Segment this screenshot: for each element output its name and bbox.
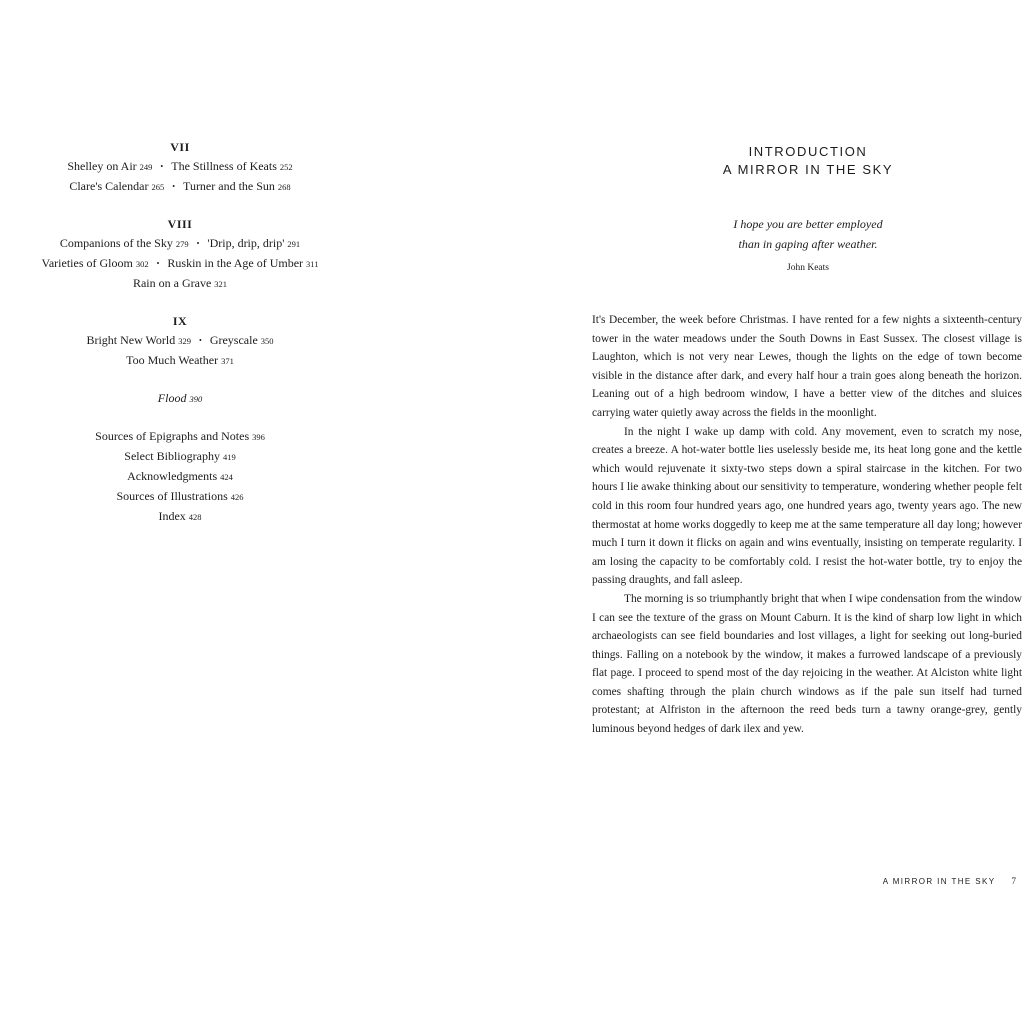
right-page — [512, 0, 1024, 1024]
toc-line — [0, 507, 360, 527]
toc-entry-title: Acknowledgments — [127, 469, 218, 483]
toc-entry — [183, 179, 291, 193]
toc-entry-title: Greyscale — [209, 333, 258, 347]
toc-part-numeral: VIII — [167, 217, 193, 231]
bullet-separator-icon: • — [172, 182, 176, 191]
toc-entry — [67, 159, 152, 173]
body-paragraph-1: It's December, the week before Christmas. I have rented for a few nights a sixteenth-century tower in the water meadows under the South Downs in East Sussex. The closest village is Laughton, which is not very near Lewes, though the lights on the edge of town become visible in the distance after dark, and every half hour a train goes along beneath the horizon. Leaning out of a high bedroom window, I have a better view of the ditches and sluices carrying water quietly away across the fields in the moonlight. — [592, 314, 1022, 419]
toc-entry-page: 424 — [220, 472, 233, 482]
toc-entry — [69, 179, 164, 193]
toc-section — [0, 215, 360, 294]
toc-entry-title: Select Bibliography — [124, 449, 220, 463]
toc-entry-title: Varieties of Gloom — [41, 256, 133, 270]
toc-entry-title: Sources of Illustrations — [116, 489, 228, 503]
toc-entry — [167, 256, 318, 270]
bullet-separator-icon: • — [160, 162, 164, 171]
toc-entry-title: Ruskin in the Age of Umber — [167, 256, 304, 270]
toc-entry — [42, 256, 149, 270]
bullet-separator-icon: • — [156, 259, 160, 268]
toc-entry-page: 390 — [189, 394, 203, 404]
toc-line — [0, 234, 360, 254]
toc-entry — [171, 159, 292, 173]
page-number: 7 — [1011, 876, 1016, 886]
running-title: A MIRROR IN THE SKY — [882, 877, 996, 886]
epigraph-line2: than in gaping after weather. — [738, 237, 878, 251]
toc-entry-page: 268 — [277, 182, 291, 192]
toc-section — [0, 138, 360, 197]
toc-entry — [124, 449, 235, 463]
epigraph-attribution: John Keats — [787, 263, 829, 273]
toc-entry-page: 279 — [175, 239, 189, 249]
toc-entry-page: 265 — [151, 182, 165, 192]
toc-entry-page: 396 — [252, 432, 265, 442]
toc-entry-title: Clare's Calendar — [69, 179, 149, 193]
toc-entry-page: 371 — [221, 356, 234, 366]
toc-entry — [158, 509, 201, 523]
toc-entry-page: 426 — [230, 492, 244, 502]
running-footer — [883, 876, 1016, 886]
body-paragraph-3: The morning is so triumphantly bright that when I wipe condensation from the window I can see the texture of the grass on Mount Caburn. It is the kind of sharp low light in which archaeologists can see field boundaries and lost villages, a light for seeking out long-buried things. Falling on a notebook by the window, it makes a furrowed landscape of a previously flat page. I proceed to spend most of the day rejoicing in the weather. At Alciston white light comes shafting through the plain church windows as if the pale sun itself had turned protestant; at Alfriston in the afternoon the reed beds turn a tawny orange-grey, gently luminous beyond hedges of dark ilex and yew. — [592, 592, 1022, 736]
toc-line — [0, 274, 360, 294]
toc-line — [0, 177, 360, 197]
toc-back-matter — [0, 427, 360, 527]
toc-entry-title: Too Much Weather — [126, 353, 219, 367]
toc-entry — [133, 276, 227, 290]
toc-line — [0, 487, 360, 507]
toc-entry — [86, 333, 191, 347]
toc-coda — [0, 389, 360, 409]
table-of-contents — [0, 138, 360, 527]
toc-entry-page: 291 — [287, 239, 301, 249]
toc-entry-page: 350 — [260, 336, 274, 346]
toc-entry-page: 302 — [135, 259, 149, 269]
toc-entry-title: Index — [158, 509, 186, 523]
toc-entry — [158, 391, 202, 405]
toc-entry — [116, 489, 243, 503]
toc-entry — [207, 236, 300, 250]
chapter-heading-line1: INTRODUCTION — [748, 144, 868, 159]
toc-entry-page: 329 — [178, 336, 191, 346]
epigraph-line1: I hope you are better employed — [733, 217, 883, 231]
toc-entry-page: 249 — [139, 162, 153, 172]
chapter-heading-line2: A MIRROR IN THE SKY — [722, 162, 894, 177]
toc-entry-title: 'Drip, drip, drip' — [207, 236, 285, 250]
toc-entry-page: 428 — [188, 512, 202, 522]
bullet-separator-icon: • — [196, 239, 200, 248]
toc-line — [0, 157, 360, 177]
toc-line — [0, 447, 360, 467]
toc-entry-title: Companions of the Sky — [59, 236, 173, 250]
toc-entry — [60, 236, 189, 250]
toc-entry-title: Sources of Epigraphs and Notes — [95, 429, 250, 443]
toc-entry-title: The Stillness of Keats — [171, 159, 277, 173]
toc-entry-page: 321 — [214, 279, 228, 289]
toc-entry-title: Turner and the Sun — [183, 179, 275, 193]
body-paragraph-2: In the night I wake up damp with cold. Any movement, even to scratch my nose, creates a breeze. A hot-water bottle lies uselessly beside me, its heat long gone and the kettle which would rejuvenate it sixty-two steps down a spiral staircase in the kitchen. For two hours I lie awake thinking about our sensitivity to temperature, wondering whether people felt cold in this room four hundred years ago, one hundred years ago, twenty years ago. The new thermostat at home works doggedly to keep me at the same temperature all day long; however much I turn it down it flicks on again and wins eventually, insisting on temperate regularity. I am losing the capacity to be comfortably cold. I resist the hot-water bottle, try to enjoy the passing draughts, and fall asleep. — [592, 425, 1022, 587]
toc-section — [0, 312, 360, 371]
toc-part-numeral: IX — [172, 314, 188, 328]
toc-entry — [95, 429, 265, 443]
toc-part-numeral: VII — [170, 140, 190, 154]
toc-entry — [126, 353, 234, 367]
toc-entry-page: 252 — [279, 162, 293, 172]
toc-line — [0, 351, 360, 371]
toc-line — [0, 331, 360, 351]
chapter-body — [592, 311, 1022, 739]
epigraph — [592, 214, 1024, 278]
toc-entry-page: 419 — [222, 452, 236, 462]
toc-line — [0, 467, 360, 487]
bullet-separator-icon: • — [199, 336, 202, 345]
toc-entry — [210, 333, 274, 347]
toc-entry-title: Bright New World — [86, 333, 176, 347]
chapter-heading — [592, 143, 1024, 179]
toc-line — [0, 427, 360, 447]
toc-entry-page: 311 — [306, 259, 319, 269]
toc-entry-title: Flood — [157, 391, 187, 405]
toc-line — [0, 254, 360, 274]
toc-entry-title: Shelley on Air — [67, 159, 137, 173]
toc-entry-title: Rain on a Grave — [132, 276, 212, 290]
toc-entry — [127, 469, 233, 483]
